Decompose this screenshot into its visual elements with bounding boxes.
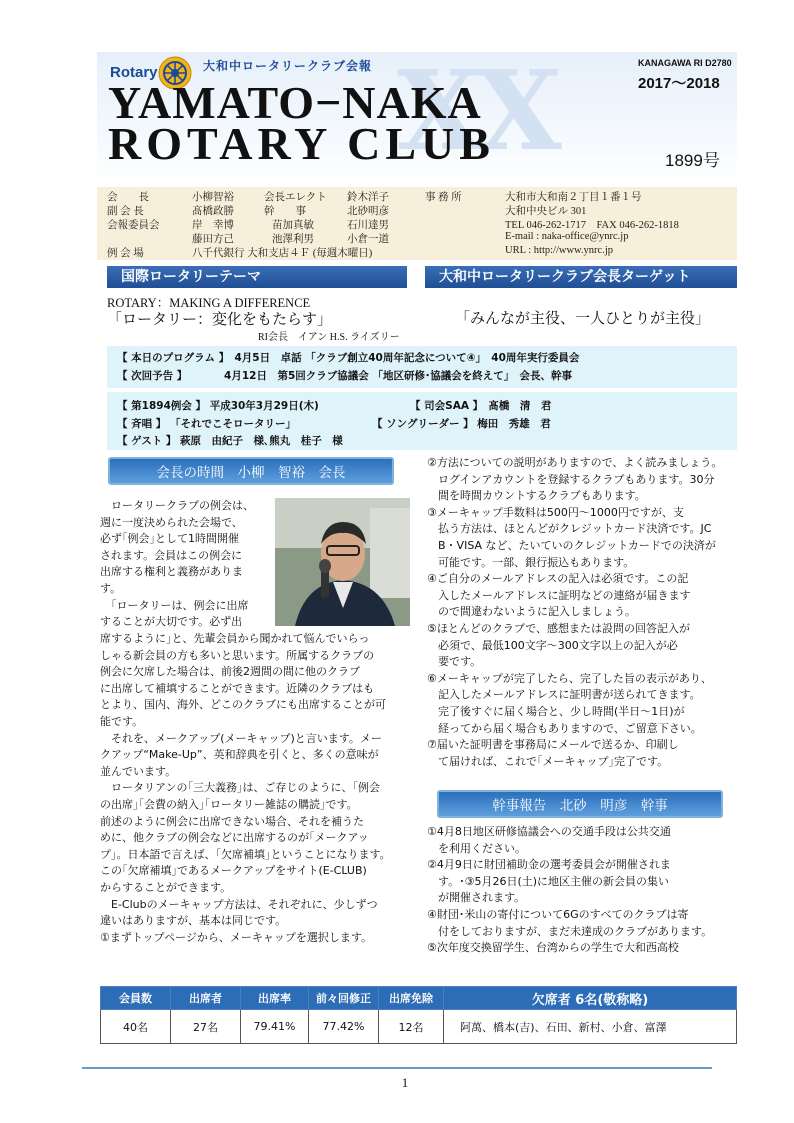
officer-role: 会 長 [107, 192, 149, 203]
text-line: されます。会員はこの例会に [100, 548, 243, 562]
header-attendees: 出席者 [171, 987, 241, 1010]
officer-name: 鈴木洋子 [347, 192, 389, 203]
officer-role: 会報委員会 [107, 220, 160, 231]
text-line: 付をしておりますが、まだ未達成のクラブがあります。 [427, 924, 713, 938]
page-number: 1 [401, 1075, 409, 1090]
header-rate: 出席率 [241, 987, 309, 1010]
header-absentees: 欠席者 6名(敬称略) [444, 987, 737, 1010]
text-line: 例会に欠席した場合は、前後2週間の間に他のクラブ [100, 665, 360, 679]
text-line: ｢ロータリーは、例会に出席 [100, 598, 249, 612]
issue-number: 1899号 [665, 151, 720, 170]
text-line: 記入したメールアドレスに証明書が送られてきます。 [427, 688, 701, 702]
rotary-wordmark: Rotary [110, 64, 158, 81]
office-building: 大和中央ビル 301 [505, 206, 587, 217]
text-line: ④ご自分のメールアドレスの記入は必須です。この記 [427, 572, 689, 586]
text-line: の出席｣｢会費の納入｣｢ロータリー雑誌の購読｣です。 [100, 797, 358, 811]
club-title-line1: YAMATO−NAKA [108, 77, 482, 128]
text-line: 間を時間カウントするクラブもあります。 [427, 489, 646, 503]
text-line: に出席して補填することができます。近隣のクラブはも [100, 681, 375, 695]
text-line: 並んでいます。 [100, 764, 177, 778]
header-exempt: 出席免除 [379, 987, 444, 1010]
office-email: E-mail : naka-office@ynrc.jp [505, 231, 629, 242]
value-exempt: 12名 [379, 1010, 444, 1044]
text-line: 週に一度決められた会場で、 [100, 515, 243, 529]
text-line: クアップ“Make-Up”、英和辞典を引くと、多くの意味が [100, 748, 379, 762]
meeting-guest: 【 ゲスト 】 萩原 由紀子 様､熊丸 桂子 様 [117, 435, 343, 447]
value-rate: 79.41% [241, 1010, 309, 1044]
text-line: とより、国内、海外、どこのクラブにも出席することが可 [100, 698, 386, 712]
office-url: URL : http://www.ynrc.jp [505, 245, 614, 256]
text-line: ①4月8日地区研修協議会への交通手段は公共交通 [427, 825, 671, 838]
text-line: することが大切です。必ず出 [100, 615, 243, 629]
venue-label: 例 会 場 [107, 248, 144, 259]
president-section-heading: 会長の時間 小柳 智裕 会長 [108, 457, 394, 485]
text-line: ⑥メーキャップが完了したら、完了した旨の表示があり、 [427, 671, 712, 685]
program-box [107, 346, 737, 388]
text-line: が開催されます。 [427, 891, 526, 905]
header-corrected-rate: 前々回修正 [309, 987, 379, 1010]
ri-theme-en: ROTARY：MAKING A DIFFERENCE [107, 296, 311, 310]
text-line: 払う方法は、ほとんどがクレジットカード決済です。JC [427, 522, 712, 536]
officer-name: 小柳智裕 [192, 192, 234, 203]
office-label: 事 務 所 [425, 192, 462, 203]
president-text-body [100, 631, 412, 946]
officer-name: 岸 幸博 [192, 220, 234, 231]
officer-name: 石川達男 [347, 220, 389, 231]
meeting-song-leader: 【 ソングリーダー 】 梅田 秀雄 君 [372, 418, 551, 430]
text-line: 入したメールアドレスに証明などの連絡が届きます [427, 588, 691, 602]
text-line: それを、メークアップ(メーキャップ)と言います。メー [100, 731, 382, 745]
text-line: を利用ください。 [427, 841, 526, 855]
text-line: 要です。 [427, 655, 482, 669]
officer-name: 苗加真敏 [272, 220, 314, 231]
text-line: 可能です。一部、銀行振込もあります。 [427, 555, 635, 569]
president-text-top [100, 498, 272, 631]
district-label: KANAGAWA RI D2780 [638, 58, 732, 68]
header-members: 会員数 [101, 987, 171, 1010]
text-line: す。 [100, 581, 122, 595]
text-line: 前述のように例会に出席できない場合、それを補うた [100, 814, 364, 828]
officer-name: 髙橋政勝 [192, 206, 234, 217]
text-line: 必ず｢例会｣として1時間開催 [100, 532, 239, 546]
text-line: ⑤次年度交換留学生、台湾からの学生で大和西高校 [427, 941, 679, 955]
text-line: ③メーキャップ手数料は500円～1000円ですが、支 [427, 505, 684, 519]
ri-theme-heading: 国際ロータリーテーマ [107, 266, 407, 288]
next-program: 【 次回予告 】 4月12日 第5回クラブ協議会 「地区研修･協議会を終えて」 会長、幹事 [117, 370, 572, 382]
text-line: プ｣。日本語で言えば、｢欠席補填｣ということになります。 [100, 847, 391, 861]
text-line: て届ければ、これで｢メーキャップ｣完了です。 [427, 754, 669, 768]
ri-theme-jp: 「ロータリー：変化をもたらす」 [107, 312, 333, 328]
text-line: 能です。 [100, 714, 144, 728]
text-line: B・VISA など、たいていのクレジットカードでの決済が [427, 538, 716, 552]
officer-name: 池澤利男 [272, 234, 314, 245]
text-line: ログインアカウントを登録するクラブもあります。30分 [427, 472, 715, 486]
meeting-saa: 【 司会SAA 】 髙橋 清 君 [410, 400, 552, 412]
value-absentees: 阿萬、橋本(吉)、石田、新村、小倉、富澤 [444, 1010, 737, 1044]
meeting-number: 【 第1894例会 】 平成30年3月29日(木) [117, 400, 319, 412]
club-target-text: 「みんなが主役、一人ひとりが主役」 [455, 311, 711, 327]
attendance-value-row [101, 1010, 737, 1044]
text-line: しゃる新会員の方も多いと思います。所属するクラブの [100, 648, 375, 662]
text-line: ので間違わないように記入しましょう。 [427, 605, 636, 619]
officer-name: 小倉一道 [347, 234, 389, 245]
value-members: 40名 [101, 1010, 171, 1044]
ri-president: RI会長 イアン H.S. ライズリー [258, 332, 400, 343]
officer-role: 幹 事 [264, 206, 306, 217]
text-line: ②方法についての説明がありますので、よく読みましょう。 [427, 456, 723, 469]
club-title-line2: ROTARY CLUB [108, 118, 495, 169]
venue-text: 八千代銀行 大和支店４Ｆ (毎週木曜日) [192, 248, 373, 259]
president-photo-image [275, 498, 410, 626]
text-line: 違いはありますが、基本は同じです。 [100, 914, 287, 928]
text-line: 席するように｣と、先輩会員から聞かれて悩んでいらっ [100, 632, 370, 645]
text-line: ④財団･米山の寄付について6Gのすべてのクラブは寄 [427, 907, 689, 921]
text-line: E-Clubのメーキャップ方法は、それぞれに、少しずつ [100, 897, 378, 911]
text-line: 経ってから届く場合もありますので、ご留意下さい。 [427, 721, 702, 735]
text-line: ⑦届いた証明書を事務局にメールで送るか、印刷し [427, 738, 679, 752]
text-line: この｢欠席補填｣であるメークアップをサイト(E-CLUB) [100, 864, 367, 878]
value-corrected-rate: 77.42% [309, 1010, 379, 1044]
text-line: 必須で、最低100文字～300文字以上の記入が必 [427, 638, 678, 652]
secretary-section-heading: 幹事報告 北砂 明彦 幹事 [437, 790, 723, 818]
text-line: ①まずトップページから、メーキャップを選択します。 [100, 930, 372, 944]
officer-role: 副 会 長 [107, 206, 144, 217]
text-line: ロータリークラブの例会は、 [100, 499, 254, 512]
meeting-chorus: 【 斉唱 】 「それでこそロータリー」 [117, 418, 296, 430]
club-target-heading: 大和中ロータリークラブ会長ターゲット [425, 266, 737, 288]
today-program: 【 本日のプログラム 】 4月5日 卓話 「クラブ創立40周年記念について④」 40周年実行委員会 [117, 352, 580, 364]
banner-watermark: XX [397, 52, 556, 175]
footer-divider [82, 1067, 712, 1069]
text-line: 出席する権利と義務がありま [100, 565, 243, 579]
text-line: 完了後すぐに届く場合と、少し時間(半日～1日)が [427, 704, 685, 718]
rotary-year: 2017～2018 [638, 75, 720, 92]
text-line: めに、他クラブの例会などに出席するのが｢メークアッ [100, 831, 369, 845]
makeup-steps [427, 455, 743, 770]
text-line: ロータリアンの｢三大義務｣は、ご存じのように、｢例会 [100, 781, 381, 795]
office-address: 大和市大和南２丁目１番１号 [505, 192, 642, 203]
officer-name: 藤田方己 [192, 234, 234, 245]
meeting-info-box [107, 392, 737, 450]
president-photo [275, 498, 410, 626]
text-line: す。･③5月26日(土)に地区主催の新会員の集い [427, 874, 670, 888]
value-attendees: 27名 [171, 1010, 241, 1044]
text-line: ⑤ほとんどのクラブで、感想または設問の回答記入が [427, 621, 690, 635]
secretary-report [427, 824, 743, 957]
text-line: ②4月9日に財団補助金の選考委員会が開催されま [427, 858, 671, 872]
attendance-table [100, 986, 737, 1044]
office-phone: TEL 046-262-1717 FAX 046-262-1818 [505, 220, 679, 231]
officer-role: 会長エレクト [264, 192, 327, 203]
officer-name: 北砂明彦 [347, 206, 389, 217]
officers-panel [97, 187, 737, 260]
text-line: からすることができます。 [100, 880, 232, 894]
bulletin-label: 大和中ロータリークラブ会報 [203, 59, 373, 73]
attendance-header-row [101, 987, 737, 1010]
